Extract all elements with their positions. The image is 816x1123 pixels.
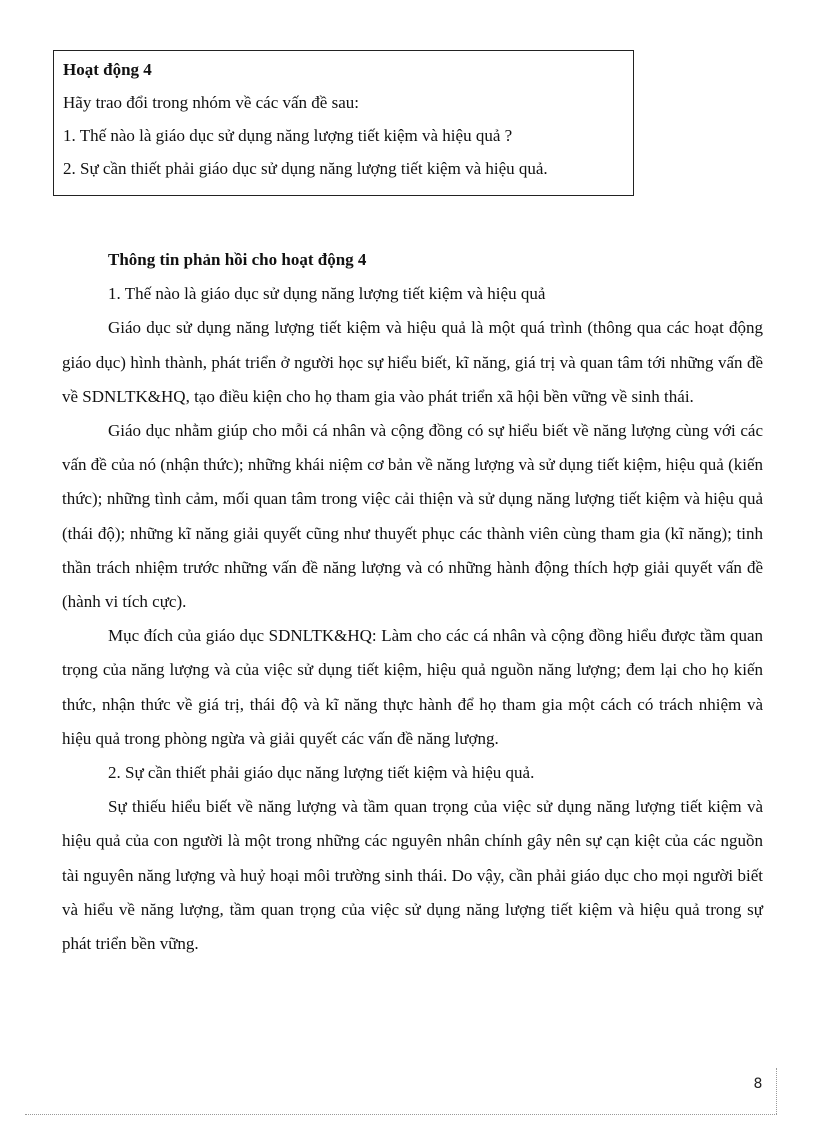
feedback-title: Thông tin phản hồi cho hoạt động 4	[108, 250, 367, 269]
subheading-necessity: 2. Sự cần thiết phải giáo dục năng lượng tiết kiệm và hiệu quả.	[108, 763, 535, 783]
activity-question-1: 1. Thế nào là giáo dục sử dụng năng lượng tiết kiệm và hiệu quả ?	[63, 126, 513, 145]
activity-box	[53, 50, 634, 196]
page-border-bottom	[25, 1114, 777, 1115]
paragraph-goals: Giáo dục nhằm giúp cho mỗi cá nhân và cộng đồng có sự hiểu biết về năng lượng cùng với các vấn đề của nó (nhận thức); những khái niệm cơ bản về năng lượng và sử dụng tiết kiệm, hiệu quả (kiến thức); những tình cảm, mối quan tâm trong việc cải thiện và sử dụng năng lượng tiết kiệm và hiệu quả (thái độ); những kĩ năng giải quyết cũng như thuyết phục các thành viên cùng tham gia (kĩ năng); tinh thần trách nhiệm trước những vấn đề năng lượng và có những hành động thích hợp giải quyết vấn đề (hành vi tích cực).	[62, 421, 763, 612]
page-number: 8	[753, 1076, 763, 1092]
paragraph-definition: Giáo dục sử dụng năng lượng tiết kiệm và hiệu quả là một quá trình (thông qua các hoạt động giáo dục) hình thành, phát triển ở người học sự hiểu biết, kĩ năng, giá trị và quan tâm tới những vấn đề về SDNLTK&HQ, tạo điều kiện cho họ tham gia vào phát triển xã hội bền vững về sinh thái.	[62, 318, 763, 406]
page-border-right	[776, 1068, 777, 1114]
feedback-section	[62, 243, 763, 961]
activity-question-2: 2. Sự cần thiết phải giáo dục sử dụng năng lượng tiết kiệm và hiệu quả.	[63, 159, 548, 178]
paragraph-necessity: Sự thiếu hiểu biết về năng lượng và tầm quan trọng của việc sử dụng năng lượng tiết kiệm và hiệu quả của con người là một trong những các nguyên nhân chính gây nên sự cạn kiệt của các nguồn tài nguyên năng lượng và huỷ hoại môi trường sinh thái. Do vậy, cần phải giáo dục cho mọi người biết và hiểu về năng lượng, tầm quan trọng của việc sử dụng năng lượng tiết kiệm và hiệu quả trong sự phát triển bền vững.	[62, 797, 763, 954]
subheading-definition: 1. Thế nào là giáo dục sử dụng năng lượng tiết kiệm và hiệu quả	[108, 284, 546, 304]
activity-title: Hoạt động 4	[63, 60, 152, 79]
activity-intro: Hãy trao đổi trong nhóm về các vấn đề sau:	[63, 93, 359, 112]
paragraph-purpose: Mục đích của giáo dục SDNLTK&HQ: Làm cho các cá nhân và cộng đồng hiểu được tầm quan trọng của năng lượng và của việc sử dụng tiết kiệm, hiệu quả nguồn năng lượng; đem lại cho họ kiến thức, nhận thức về giá trị, thái độ và kĩ năng thực hành để họ tham gia một cách có trách nhiệm và hiệu quả trong phòng ngừa và giải quyết các vấn đề năng lượng.	[62, 626, 763, 748]
